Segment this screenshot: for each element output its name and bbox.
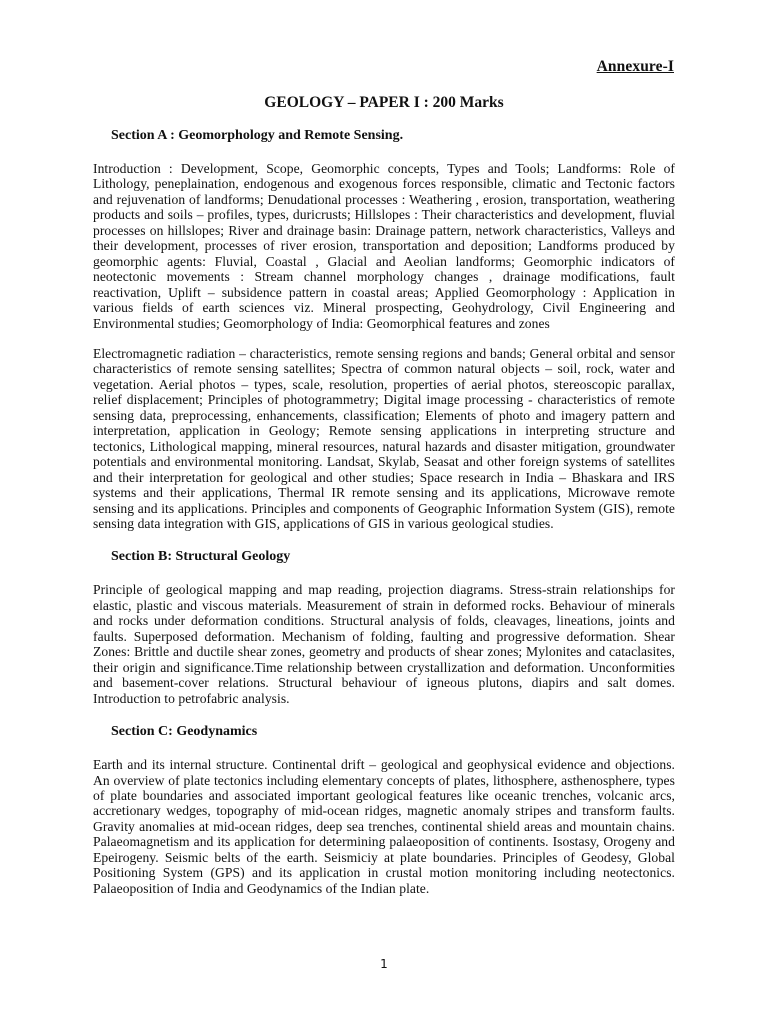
section-a-heading: Section A : Geomorphology and Remote Sensing.	[111, 128, 404, 143]
document-body	[93, 128, 675, 911]
section-b-paragraph-1: Principle of geological mapping and map reading, projection diagrams. Stress-strain relationships for elastic, plastic and viscous materials. Measurement of strain in deformed rocks. Behaviour of minerals and rocks under deformation conditions. Structural analysis of folds, cleavages, lineations, joints and faults. Superposed deformation. Mechanism of folding, faulting and progressive deformation. Shear Zones: Brittle and ductile shear zones, geometry and products of shear zones; Mylonites and cataclasites, their origin and significance.Time relationship between crystallization and deformation. Unconformities and basement-cover relations. Structural behaviour of igneous plutons, diapirs and salt domes. Introduction to petrofabric analysis.	[93, 582, 675, 706]
annexure-label: Annexure-I	[596, 58, 674, 75]
section-b-heading: Section B: Structural Geology	[111, 549, 291, 565]
section-a-paragraph-2: Electromagnetic radiation – characteristics, remote sensing regions and bands; General orbital and sensor characteristics of remote sensing satellites; Spectra of common natural objects – soil, rock, water and vegetation. Aerial photos – types, scale, resolution, properties of aerial photos, stereoscopic parallax, relief displacement; Principles of photogrammetry; Digital image processing - characteristics of remote sensing data, preprocessing, enhancements, classification; Elements of photo and imagery pattern and interpretation, application in Geology; Remote sensing applications in interpreting structure and tectonics, Lithological mapping, mineral resources, natural hazards and disaster mitigation, groundwater potentials and environmental monitoring. Landsat, Skylab, Seasat and other foreign systems of satellites and their interpretation for geological and other studies; Space research in India – Bhaskara and IRS systems and their applications, Thermal IR remote sensing and its applications, Microwave remote sensing and its applications. Principles and components of Geographic Information System (GIS), remote sensing data integration with GIS, applications of GIS in various geological studies.	[93, 345, 675, 531]
section-c-heading: Section C: Geodynamics	[111, 724, 258, 740]
section-c-paragraph-1: Earth and its internal structure. Continental drift – geological and geophysical evidence and objections. An overview of plate tectonics including elementary concepts of plates, lithosphere, asthenosphere, types of plate boundaries and associated important geological features like oceanic trenches, volcanic arcs, accretionary wedges, topography of mid-ocean ridges, magnetic anomaly stripes and transform faults. Gravity anomalies at mid-ocean ridges, deep sea trenches, continental shield areas and mountain chains. Palaeomagnetism and its application for determining palaeoposition of continents. Isostasy, Orogeny and Epeirogeny. Seismic belts of the earth. Seismiciy at plate boundaries. Principles of Geodesy, Global Positioning System (GPS) and its application in crustal motion monitoring including neotectonics. Palaeoposition of India and Geodynamics of the Indian plate.	[93, 757, 675, 896]
page-title: GEOLOGY – PAPER I : 200 Marks	[264, 94, 504, 111]
page-number: 1	[380, 957, 388, 971]
section-a-paragraph-1: Introduction : Development, Scope, Geomorphic concepts, Types and Tools; Landforms: Role of Lithology, peneplaination, endogenous and exogenous forces responsible, climatic and Tectonic factors and rejuvenation of landforms; Denudational processes : Weathering , erosion, transportation, weathering products and soils – profiles, types, duricrusts; Hillslopes : Their characteristics and development, fluvial processes on hillslopes; River and drainage basin: Drainage pattern, network characteristics, Valleys and their development, processes of river erosion, transportation and deposition; Landforms produced by geomorphic agents: Fluvial, Coastal , Glacial and Aeolian landforms; Geomorphic indicators of neotectonic movements : Stream channel morphology changes , drainage modifications, fault reactivation, Uplift – subsidence pattern in coastal areas; Applied Geomorphology : Application in various fields of earth sciences viz. Mineral prospecting, Geohydrology, Civil Engineering and Environmental studies; Geomorphology of India: Geomorphical features and zones	[93, 161, 675, 331]
